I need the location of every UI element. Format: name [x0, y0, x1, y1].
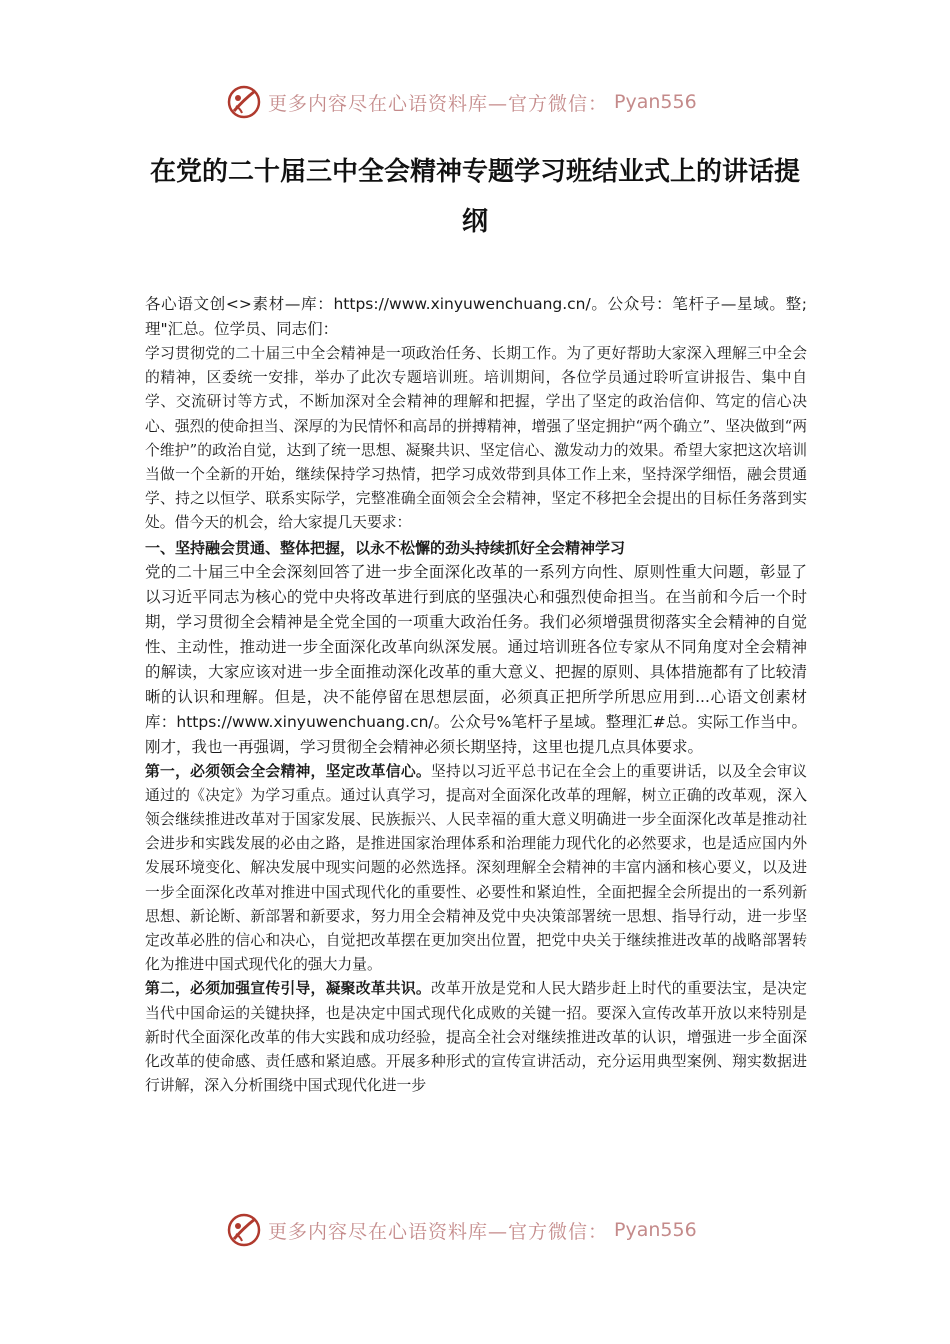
intro-paragraph: 学习贯彻党的二十届三中全会精神是一项政治任务、长期工作。为了更好帮助大家深入理解三中全会的精神，区委统一安排，举办了此次专题培训班。培训期间，各位学员通过聆听宣讲报告、集中自学、交流研讨等方式，不断加深对全会精神的理解和把握，学出了坚定的政治信仰、笃定的信心决心、强烈的使命担当、深厚的为民情怀和高昂的拼搏精神，增强了坚定拥护“两个确立”、坚决做到“两个维护”的政治自觉，达到了统一思想、凝聚共识、坚定信心、激发动力的效果。希望大家把这次培训当做一个全新的开始，继续保持学习热情，把学习成效带到具体工作上来，坚持深学细悟，融会贯通学、持之以恒学、联系实际学，完整准确全面领会全会精神，坚定不移把全会提出的目标任务落到实处。借今天的机会，给大家提几天要求： — [145, 345, 807, 532]
banner-wechat-id: Pyan556 — [614, 91, 697, 113]
point-2-paragraph — [145, 977, 807, 1098]
banner-wechat-id: Pyan556 — [614, 1219, 697, 1241]
point-1-paragraph — [145, 760, 807, 978]
document-body — [145, 292, 807, 1098]
point-2-lead: 第二，必须加强宣传引导，凝聚改革共识。 — [145, 980, 431, 998]
point-2-text: 改革开放是党和人民大踏步赶上时代的重要法宝，是决定当代中国命运的关键抉择，也是决定中国式现代化成败的关键一招。要深入宣传改革开放以来特别是新时代全面深化改革的伟大实践和成功经验，提高全社会对继续推进改革的认识，增强进一步全面深化改革的使命感、责任感和紧迫感。开展多种形式的宣传宣讲活动，充分运用典型案例、翔实数据进行讲解，深入分析围绕中国式现代化进一步 — [145, 980, 807, 1095]
section-1-paragraph: 党的二十届三中全会深刻回答了进一步全面深化改革的一系列方向性、原则性重大问题，彰显了以习近平同志为核心的党中央将改革进行到底的坚强决心和强烈使命担当。在当前和今后一个时期，学习贯彻全会精神是全党全国的一项重大政治任务。我们必须增强贯彻落实全会精神的自觉性、主动性，推动进一步全面深化改革向纵深发展。通过培训班各位专家从不同角度对全会精神的解读，大家应该对进一步全面推动深化改革的重大意义、把握的原则、具体措施都有了比较清晰的认识和理解。但是，决不能停留在思想层面，必须真正把所学所思应用到...心语文创素材库：https://www.xinyuwenchuang.cn/。公众号%笔杆子星域。整理汇#总。实际工作当中。刚才，我也一再强调，学习贯彻全会精神必须长期坚持，这里也提几点具体要求。 — [145, 562, 807, 756]
point-1-text: 坚持以习近平总书记在全会上的重要讲话，以及全会审议通过的《决定》为学习重点。通过认真学习，提高对全面深化改革的理解，树立正确的改革观，深入领会继续推进改革对于国家发展、民族振兴、人民幸福的重大意义明确进一步全面深化改革是推动社会进步和实践发展的必由之路，是推进国家治理体系和治理能力现代化的必然要求，也是适应国内外发展环境变化、解决发展中现实问题的必然选择。深刻理解全会精神的丰富内涵和核心要义，以及进一步全面深化改革对推进中国式现代化的重要性、必要性和紧迫性，全面把握全会所提出的一系列新思想、新论断、新部署和新要求，努力用全会精神及党中央决策部署统一思想、指导行动，进一步坚定改革必胜的信心和决心，自觉把改革摆在更加突出位置，把党中央关于继续推进改革的战略部署转化为推进中国式现代化的强大力量。 — [145, 762, 807, 974]
intro-line: 各心语文创<>素材—库：https://www.xinyuwenchuang.cn/。公众号：笔杆子—星域。整;理"汇总。位学员、同志们： — [145, 295, 807, 338]
writing-hand-logo-icon — [226, 1212, 262, 1248]
banner-text: 更多内容尽在心语资料库—官方微信： — [268, 1220, 609, 1243]
header-banner[interactable] — [226, 82, 726, 122]
document-title: 在党的二十届三中全会精神专题学习班结业式上的讲话提纲 — [149, 157, 800, 237]
footer-banner[interactable] — [226, 1210, 726, 1250]
section-1-heading: 一、坚持融会贯通、整体把握，以永不松懈的劲头持续抓好全会精神学习 — [145, 538, 626, 557]
writing-hand-logo-icon — [226, 84, 262, 120]
banner-text: 更多内容尽在心语资料库—官方微信： — [268, 92, 609, 115]
point-1-lead: 第一，必须领会全会精神，坚定改革信心。 — [145, 762, 431, 780]
